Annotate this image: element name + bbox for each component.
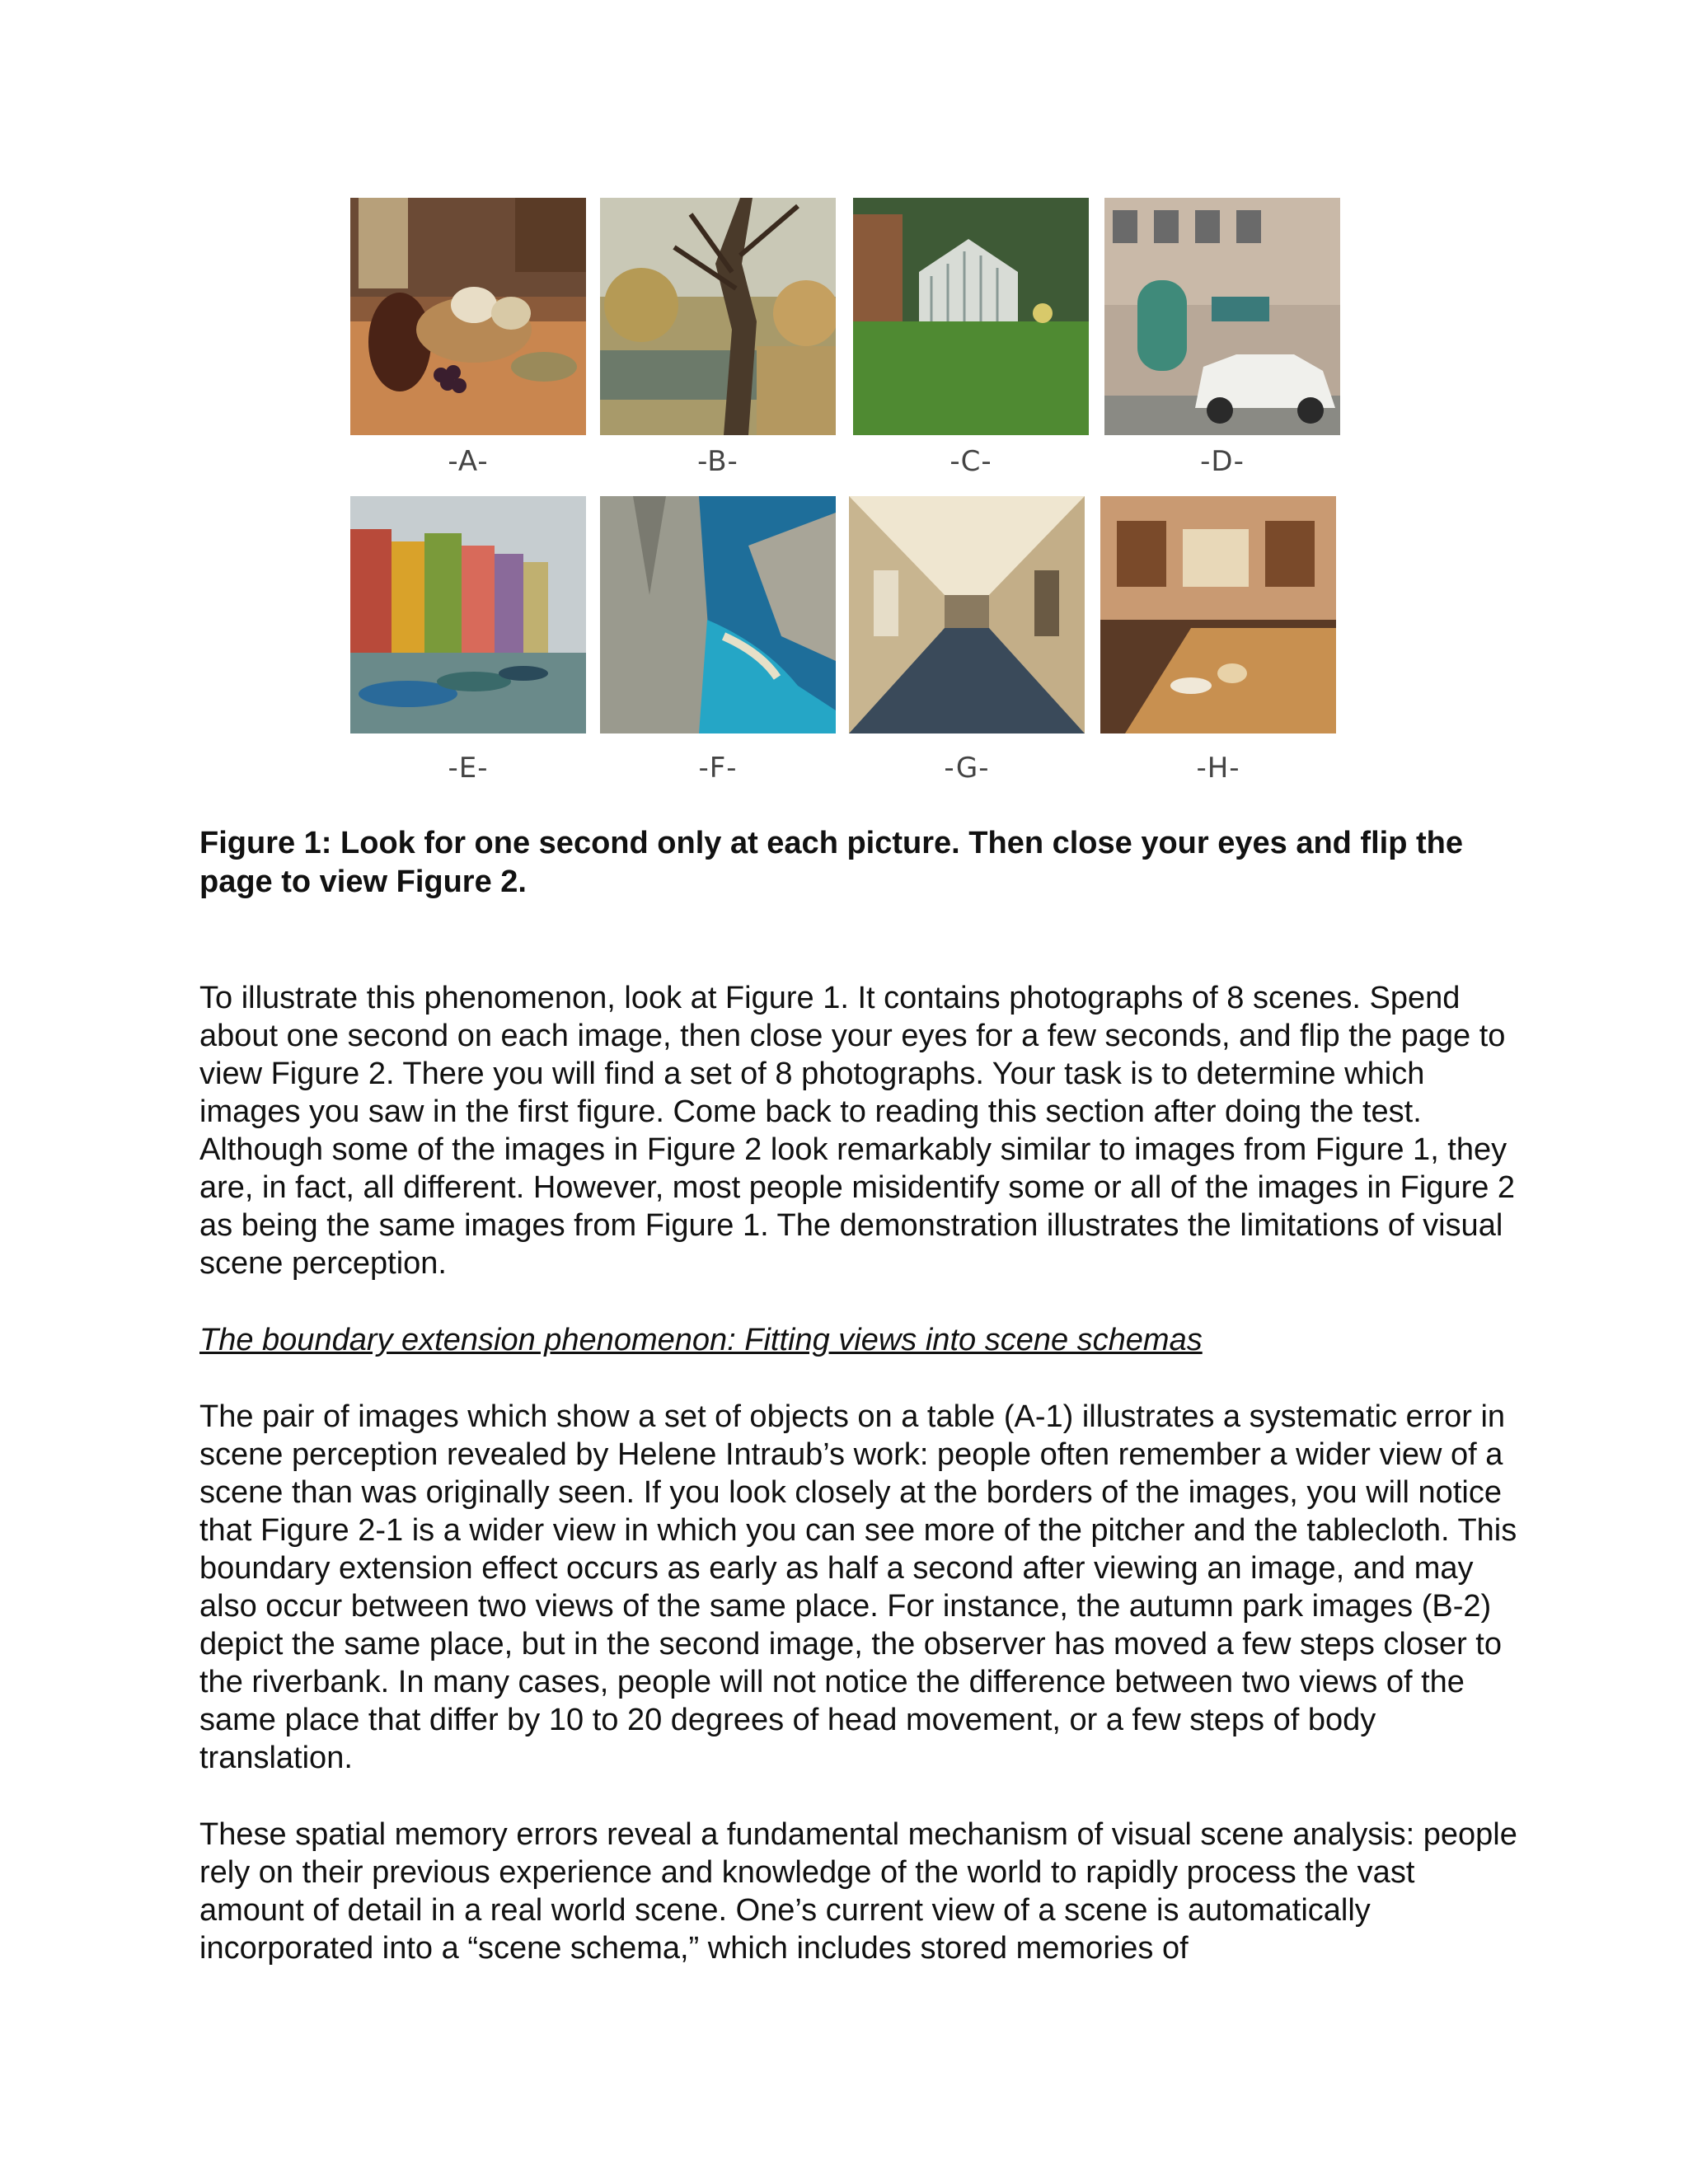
paragraph-schema: These spatial memory errors reveal a fundamental mechanism of visual scene analysis: people rely on their previous experience and knowledge of the world to rapidly process the vast amount of detail in a real world scene. One’s current view of a scene is automatically incorporated into a “scene schema,” which includes stored memories of bbox=[199, 1817, 1517, 1966]
paragraph-boundary: The pair of images which show a set of objects on a table (A-1) illustrates a systematic error in scene perception revealed by Helene Intraub’s work: people often remember a wider view of a scene than was originally seen. If you look closely at the borders of the images, you will notice that Figure 2-1 is a wider view in which you can see more of the pitcher and the tablecloth. This boundary extension effect occurs as early as half a second after viewing an image, and may also occur between two views of the same place. For instance, the autumn park images (B-2) depict the same place, but in the second image, the observer has moved a few steps closer to the riverbank. In many cases, people will not notice the difference between two views of the same place that differ by 10 to 20 degrees of head movement, or a few steps of body translation. bbox=[199, 1399, 1517, 1775]
label-b: -B- bbox=[697, 445, 738, 478]
label-a: -A- bbox=[448, 445, 489, 478]
paragraph-intro: To illustrate this phenomenon, look at Figure 1. It contains photographs of 8 scenes. Spend about one second on each image, then close your eyes for a few seconds, and flip the page to view Figure 2. There you will find a set of 8 photographs. Your task is to determine which images you saw in the first figure. Come back to reading this section after doing the test. Although some of the images in Figure 2 look remarkably similar to images from Figure 1, they are, in fact, all different. However, most people misidentify some or all of the images in Figure 2 as being the same images from Figure 1. The demonstration illustrates the limitations of visual scene perception. bbox=[199, 981, 1516, 1281]
photo-g-hallway bbox=[849, 496, 1085, 733]
label-g: -G- bbox=[944, 752, 990, 785]
photo-b-park bbox=[600, 198, 836, 435]
figure-caption: Figure 1: Look for one second only at each picture. Then close your eyes and flip the page to view Figure 2. bbox=[199, 826, 1463, 899]
photo-a-table bbox=[350, 198, 586, 435]
section-heading: The boundary extension phenomenon: Fitting views into scene schemas bbox=[199, 1323, 1203, 1357]
photo-f-cliffs bbox=[600, 496, 836, 733]
photo-h-kitchen bbox=[1100, 496, 1336, 733]
label-e: -E- bbox=[448, 752, 489, 785]
photo-c-greenhouse bbox=[853, 198, 1089, 435]
label-h: -H- bbox=[1196, 752, 1240, 785]
photo-d-street bbox=[1104, 198, 1340, 435]
label-d: -D- bbox=[1200, 445, 1245, 478]
label-c: -C- bbox=[950, 445, 992, 478]
figure-1-grid bbox=[350, 198, 1339, 791]
label-f: -F- bbox=[698, 752, 738, 785]
photo-e-canal bbox=[350, 496, 586, 733]
